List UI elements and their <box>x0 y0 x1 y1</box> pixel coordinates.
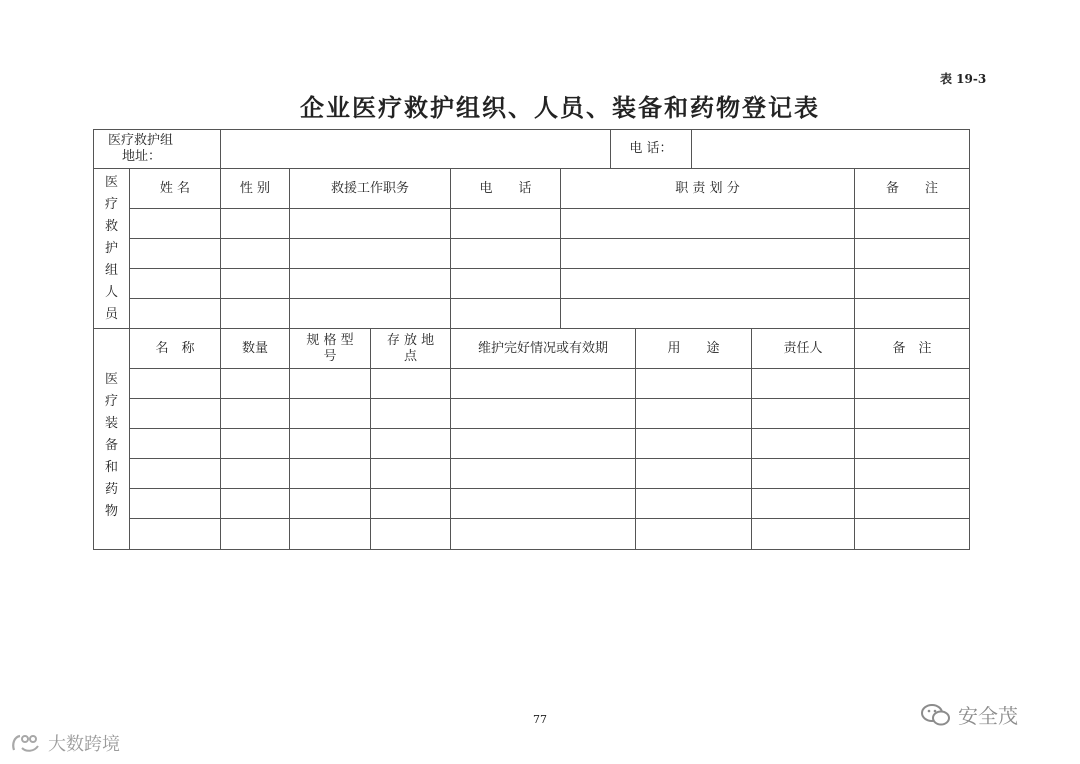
col-header-purpose: 用 途 <box>667 340 720 356</box>
table-rule <box>93 549 970 550</box>
side-label-char: 药 <box>104 482 118 497</box>
side-label-char: 和 <box>104 460 118 475</box>
address-label-line2: 地址： <box>122 149 162 164</box>
side-label-char: 疗 <box>104 196 118 212</box>
equipment-section-label <box>94 329 129 549</box>
side-label-char: 护 <box>104 240 118 256</box>
watermark-right-text: 安全茂 <box>958 704 1018 728</box>
side-label-char: 医 <box>104 174 118 190</box>
col-header-rescue-position: 救援工作职务 <box>330 180 409 196</box>
address-label-line1: 医疗救护组 <box>108 133 174 148</box>
col-header-duties: 职 责 划 分 <box>675 180 740 196</box>
col-header-item-name: 名 称 <box>155 340 195 356</box>
col-header-name: 姓 名 <box>159 180 191 196</box>
side-label-char: 员 <box>104 306 118 322</box>
page-number: 77 <box>533 713 547 726</box>
table-rule <box>129 208 969 209</box>
col-header-remarks-2: 备 注 <box>892 340 932 356</box>
col-header-storage-location: 存 放 地 点 <box>386 332 435 364</box>
page-title: 企业医疗救护组织、人员、装备和药物登记表 <box>300 93 820 122</box>
table-rule <box>129 368 969 369</box>
watermark-left <box>10 730 120 756</box>
wechat-icon <box>920 702 952 728</box>
side-label-char: 组 <box>104 262 118 278</box>
table-number: 表 19-3 <box>940 72 987 86</box>
col-header-gender: 性 别 <box>239 180 271 196</box>
watermark-right <box>920 700 1018 729</box>
table-rule <box>129 398 969 399</box>
col-header-remarks: 备 注 <box>885 180 938 196</box>
address-value[interactable] <box>221 130 610 168</box>
table-rule <box>129 298 969 299</box>
side-label-char: 备 <box>104 438 118 453</box>
watermark-left-text: 大数跨境 <box>48 734 120 755</box>
side-label-char: 救 <box>104 218 118 234</box>
col-header-maintenance-validity: 维护完好情况或有效期 <box>477 340 608 356</box>
table-rule <box>129 458 969 459</box>
side-label-char: 医 <box>104 372 118 387</box>
side-label-char: 物 <box>104 504 118 519</box>
col-header-responsible-person: 责任人 <box>783 340 823 356</box>
col-header-quantity: 数量 <box>241 340 268 356</box>
col-header-specification: 规 格 型 号 <box>306 332 354 364</box>
side-label-char: 人 <box>104 284 118 300</box>
table-rule <box>969 129 970 549</box>
table-rule <box>129 238 969 239</box>
personnel-section-label <box>94 169 129 328</box>
table-rule <box>129 428 969 429</box>
phone-label: 电 话： <box>629 141 673 156</box>
brand-logo-icon <box>10 732 44 754</box>
table-rule <box>129 518 969 519</box>
table-rule <box>129 488 969 489</box>
phone-value[interactable] <box>692 130 969 168</box>
col-header-phone: 电 话 <box>479 180 532 196</box>
side-label-char: 疗 <box>104 394 118 409</box>
address-label <box>94 130 220 168</box>
side-label-char: 装 <box>104 416 118 431</box>
table-rule <box>129 268 969 269</box>
